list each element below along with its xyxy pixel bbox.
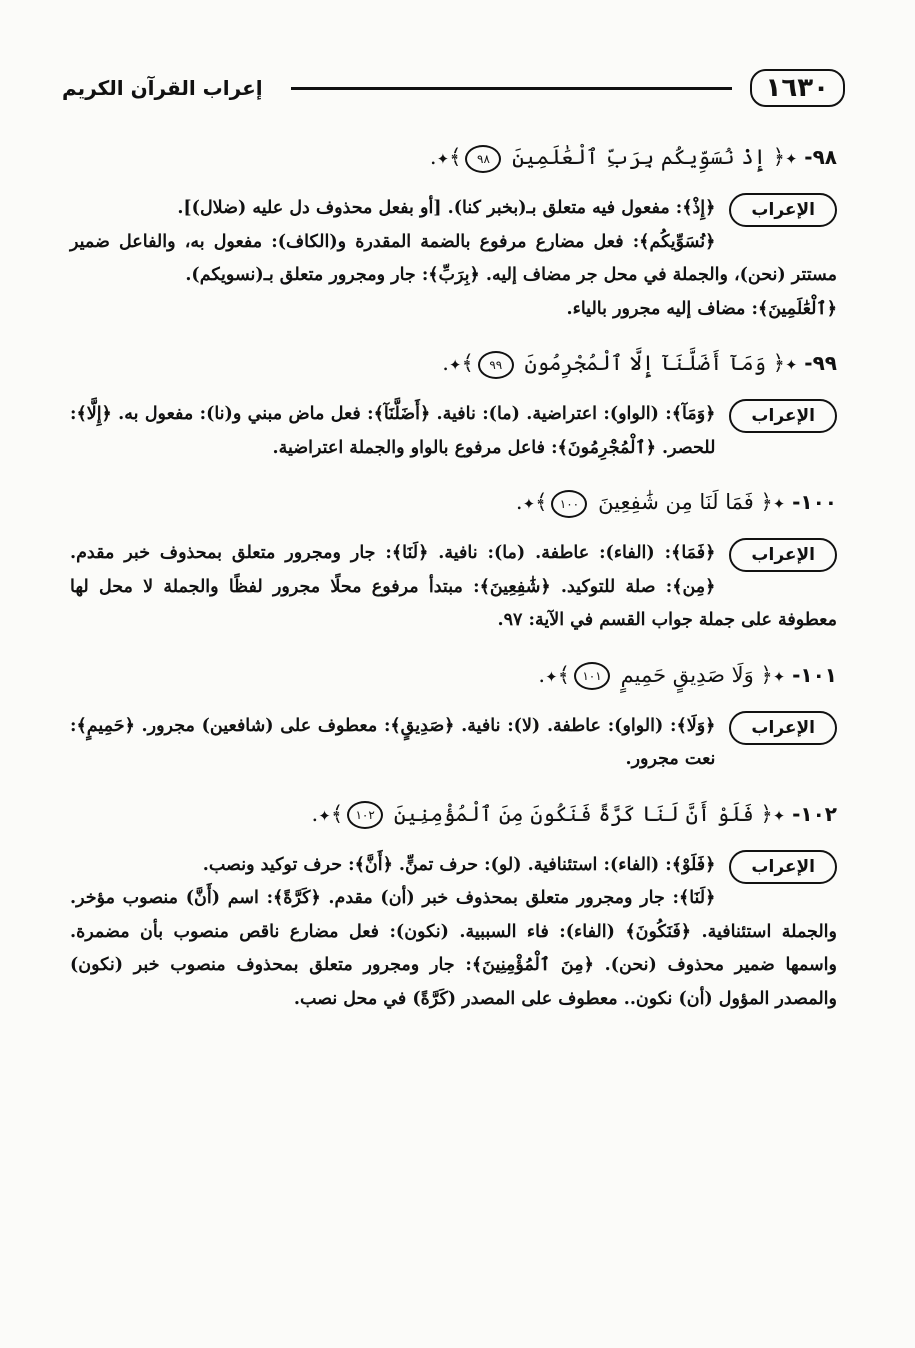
verse-line: ١٠١- ✦﴿ وَلَا صَدِيقٍ حَمِيمٍ ١٠١﴾✦. (70, 658, 837, 694)
bracket-open: ﴿ (772, 351, 785, 375)
verse-line: ٩٨- ✦﴿ إِذْ نُسَوِّيكُم بِرَبِّ ٱلْعَٰلَمِينَ ٩٨﴾✦. (70, 140, 837, 176)
verse-line: ١٠٢- ✦﴿ فَلَوْ أَنَّ لَنَا كَرَّةً فَنَكُونَ مِنَ ٱلْمُؤْمِنِينَ ١٠٢﴾✦. (70, 797, 837, 833)
irab-label: الإعراب (729, 711, 837, 745)
ornament-star-icon: ✦ (772, 806, 786, 825)
bracket-close: ﴾ (535, 490, 548, 514)
ornament-star-icon: ✦ (772, 495, 786, 513)
page-content (70, 140, 837, 1036)
verse-text: وَلَا صَدِيقٍ حَمِيمٍ (620, 662, 754, 687)
verse-number: ١٠٢- (792, 801, 837, 826)
ayah-number-mark: ١٠١ (574, 662, 610, 690)
irab-block (70, 192, 837, 326)
page-header (62, 62, 845, 114)
irab-block (70, 849, 837, 1017)
bracket-close: ﴾ (557, 662, 570, 687)
irab-line: ﴿وَمَآ﴾: (الواو): اعتراضية. (ما): نافية. ﴿أَضَلَّنَآ﴾: فعل ماض مبني و(نا): مفعول به. ﴿إِلَّا﴾: للحصر. ﴿ٱلْمُجْرِمُونَ﴾: فاعل مرفوع بالواو والجملة اعتراضية. (70, 404, 716, 458)
bracket-open: ﴿ (772, 145, 785, 169)
bracket-close: ﴾ (330, 801, 344, 826)
ornament-star-icon: ✦ (436, 150, 450, 168)
irab-line: ﴿وَلَا﴾: (الواو): عاطفة. (لا): نافية. ﴿صَدِيقٍ﴾: معطوف على (شافعين) مجرور. ﴿حَمِيمٍ﴾: نعت مجرور. (70, 715, 716, 769)
verse-number: ١٠١- (792, 662, 837, 687)
ayah-number-mark: ٩٩ (478, 351, 514, 379)
irab-block (70, 398, 837, 465)
irab-label: الإعراب (729, 538, 837, 572)
irab-label: الإعراب (729, 193, 837, 227)
ornament-star-icon: ✦ (545, 667, 558, 686)
irab-line: ﴿فَلَوْ﴾: (الفاء): استئنافية. (لو): حرف تمنٍّ. ﴿أَنَّ﴾: حرف توكيد ونصب. (202, 854, 716, 875)
ayah-number-mark: ٩٨ (465, 145, 501, 173)
book-title: إعراب القرآن الكريم (62, 76, 263, 100)
verse-text: فَمَا لَنَا مِن شَٰفِعِينَ (598, 490, 754, 514)
bracket-open: ﴿ (760, 490, 773, 514)
bracket-close: ﴾ (449, 145, 462, 169)
verse-line: ١٠٠- ✦﴿ فَمَا لَنَا مِن شَٰفِعِينَ ١٠٠﴾✦. (70, 485, 837, 521)
irab-block (70, 710, 837, 777)
ornament-star-icon: ✦ (785, 356, 798, 374)
irab-block (70, 537, 837, 638)
verse-number: ٩٨- (804, 145, 837, 169)
verse-text: وَمَآ أَضَلَّنَآ إِلَّا ٱلْمُجْرِمُونَ (524, 351, 766, 375)
irab-line: ﴿ٱلْعَٰلَمِينَ﴾: مضاف إليه مجرور بالياء. (566, 298, 837, 319)
irab-line: ﴿فَمَا﴾: (الفاء): عاطفة. (ما): نافية. ﴿لَنَا﴾: جار ومجرور متعلق بمحذوف خبر مقدم. ﴿مِن﴾: صلة للتوكيد. ﴿شَٰفِعِينَ﴾: مبتدأ مرفوع محلًا مجرور لفظًا والجملة لا محل لها معطوفة على جملة جواب القسم في الآية: ٩٧. (70, 543, 837, 630)
page-number: ١٦٣٠ (750, 69, 845, 107)
verse-section (70, 346, 837, 465)
verse-section (70, 658, 837, 777)
verse-text: إِذْ نُسَوِّيكُم بِرَبِّ ٱلْعَٰلَمِينَ (512, 145, 766, 169)
irab-line: ﴿لَنَا﴾: جار ومجرور متعلق بمحذوف خبر (أن) مقدم. ﴿كَرَّةً﴾: اسم (أَنَّ) منصوب مؤخر. والجملة استئنافية. ﴿فَنَكُونَ﴾ (الفاء): فاء السببية. (نكون): فعل مضارع ناقص منصوب بأن مضمرة. واسمها ضمير محذوف (نحن). ﴿مِنَ ٱلْمُؤْمِنِينَ﴾: جار ومجرور متعلق بمحذوف منصوب خبر (نكون) والمصدر المؤول (أن) نكون.. معطوف على المصدر (كَرَّةً) في محل نصب. (70, 888, 837, 1009)
ornament-star-icon: ✦ (318, 806, 331, 825)
bracket-open: ﴿ (760, 801, 773, 826)
ayah-number-mark: ١٠٠ (551, 490, 587, 518)
ornament-star-icon: ✦ (448, 356, 462, 374)
verse-section (70, 797, 837, 1017)
header-rule (291, 87, 732, 90)
ornament-star-icon: ✦ (772, 667, 786, 686)
irab-label: الإعراب (729, 399, 837, 433)
verse-number: ١٠٠- (792, 490, 837, 514)
ayah-number-mark: ١٠٢ (347, 801, 383, 829)
irab-label: الإعراب (729, 850, 837, 884)
verse-number: ٩٩- (804, 351, 837, 375)
bracket-open: ﴿ (760, 662, 773, 687)
verse-line: ٩٩- ✦﴿ وَمَآ أَضَلَّنَآ إِلَّا ٱلْمُجْرِمُونَ ٩٩﴾✦. (70, 346, 837, 382)
verse-section (70, 485, 837, 638)
verse-section (70, 140, 837, 326)
ornament-star-icon: ✦ (785, 150, 798, 168)
irab-line: ﴿نُسَوِّيكُم﴾: فعل مضارع مرفوع بالضمة المقدرة و(الكاف): مفعول به، والفاعل ضمير مستتر (نحن)، والجملة في محل جر مضاف إليه. ﴿بِرَبِّ﴾: جار ومجرور متعلق بـ(نسويكم). (70, 231, 837, 285)
verse-text: فَلَوْ أَنَّ لَنَا كَرَّةً فَنَكُونَ مِنَ ٱلْمُؤْمِنِينَ (393, 801, 754, 826)
irab-line: ﴿إِذْ﴾: مفعول فيه متعلق بـ(بخبر كنا). [أو بفعل محذوف دل عليه (ضلال)]. (177, 198, 716, 218)
ornament-star-icon: ✦ (522, 495, 536, 513)
bracket-close: ﴾ (461, 351, 474, 375)
